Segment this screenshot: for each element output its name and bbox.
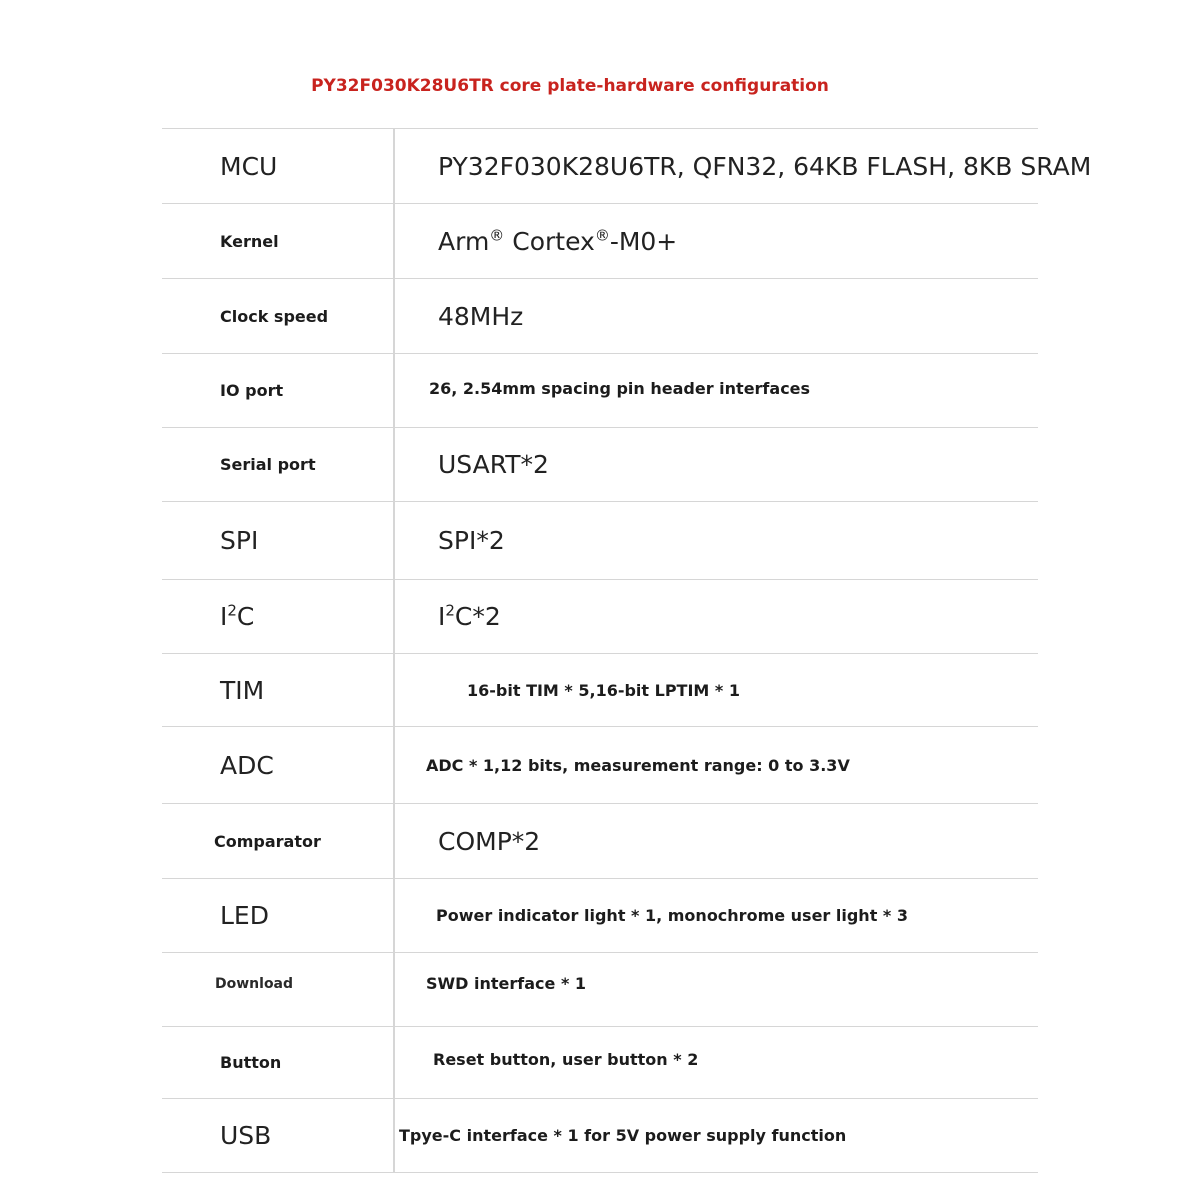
row-label-spi: SPI <box>220 526 259 555</box>
i2c-label-c: C <box>236 602 255 631</box>
i2c-value-c: C*2 <box>454 602 501 631</box>
row-label-mcu: MCU <box>220 151 278 181</box>
table-row-download <box>162 953 1038 1027</box>
row-label-download: Download <box>215 975 294 992</box>
i2c-label-i: I <box>220 602 228 631</box>
table-row-clock-speed <box>162 279 1038 354</box>
kernel-m0-text: -M0+ <box>609 226 678 256</box>
table-row-i2c <box>162 580 1038 654</box>
registered-mark: ® <box>489 226 505 245</box>
i2c-label-superscript: 2 <box>227 601 237 620</box>
spec-table <box>162 128 1092 1173</box>
row-value-spi: SPI*2 <box>438 526 505 555</box>
kernel-arm-text: Arm <box>438 226 490 256</box>
table-row-button <box>162 1027 1038 1099</box>
row-label-clock-speed: Clock speed <box>220 306 329 326</box>
row-value-clock-speed: 48MHz <box>438 301 524 331</box>
row-value-download: SWD interface * 1 <box>426 974 587 993</box>
row-label-led: LED <box>220 901 269 930</box>
table-row-kernel <box>162 204 1038 279</box>
registered-mark: ® <box>594 226 610 245</box>
row-value-i2c <box>394 602 1038 631</box>
table-row-serial-port <box>162 428 1038 502</box>
table-row-mcu <box>162 129 1092 204</box>
table-row-adc <box>162 727 1038 804</box>
row-value-led: Power indicator light * 1, monochrome user light * 3 <box>436 906 908 925</box>
kernel-cortex-text: Cortex <box>504 226 595 256</box>
row-label-usb: USB <box>220 1121 272 1150</box>
table-row-usb <box>162 1099 1038 1173</box>
page-title: PY32F030K28U6TR core plate-hardware configuration <box>311 76 829 96</box>
row-label-io-port: IO port <box>220 381 284 400</box>
row-label-button: Button <box>220 1053 282 1072</box>
row-label-i2c <box>162 602 394 631</box>
row-value-tim: 16-bit TIM * 5,16-bit LPTIM * 1 <box>467 680 740 700</box>
row-label-adc: ADC <box>220 750 274 780</box>
table-row-tim <box>162 654 1038 727</box>
row-value-io-port: 26, 2.54mm spacing pin header interfaces <box>429 379 811 398</box>
row-value-comparator: COMP*2 <box>438 826 541 856</box>
i2c-value-superscript: 2 <box>445 601 455 620</box>
row-label-kernel: Kernel <box>220 231 279 251</box>
row-value-usb: Tpye-C interface * 1 for 5V power supply function <box>399 1126 847 1145</box>
row-value-mcu: PY32F030K28U6TR, QFN32, 64KB FLASH, 8KB SRAM <box>438 151 1092 181</box>
row-label-serial-port: Serial port <box>220 455 316 474</box>
row-value-adc: ADC * 1,12 bits, measurement range: 0 to 3.3V <box>426 755 850 775</box>
table-row-io-port <box>162 354 1038 428</box>
row-label-comparator: Comparator <box>214 831 321 851</box>
row-value-button: Reset button, user button * 2 <box>433 1050 699 1069</box>
table-row-led <box>162 879 1038 953</box>
i2c-value-i: I <box>438 602 446 631</box>
row-value-serial-port: USART*2 <box>438 450 549 479</box>
table-row-comparator <box>162 804 1038 879</box>
row-value-kernel <box>394 227 1038 256</box>
row-label-tim: TIM <box>220 675 265 705</box>
table-row-spi <box>162 502 1038 580</box>
